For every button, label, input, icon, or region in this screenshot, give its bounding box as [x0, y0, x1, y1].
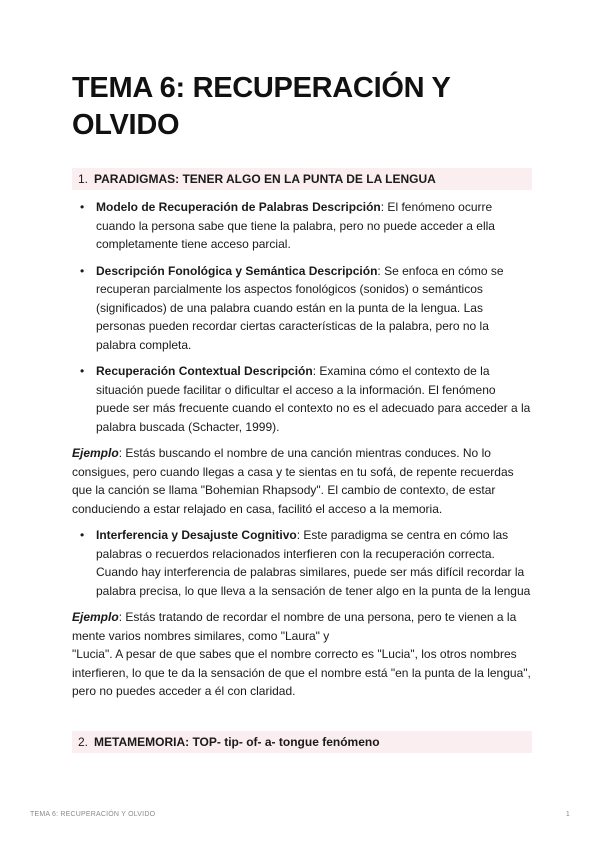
footer-title: TEMA 6: RECUPERACIÓN Y OLVIDO: [30, 811, 156, 818]
list-item-term: Modelo de Recuperación de Palabras Descripción: [96, 200, 381, 214]
document-page: [72, 70, 532, 761]
bullet-icon: •: [80, 200, 85, 214]
list-item-term: Recuperación Contextual Descripción: [96, 364, 313, 378]
example-paragraph: [72, 444, 532, 518]
list-item: [72, 198, 532, 254]
section-spacer: [72, 709, 532, 731]
bullet-list-1: [72, 198, 532, 436]
section-heading-1: [72, 168, 532, 190]
example-text: : Estás buscando el nombre de una canción mientras conduces. No lo consigues, pero cuando llegas a casa y te sientas en tu sofá, de repente recuerdas que la canción se llama "Bohemian Rhapsody". El cambio de contexto, de estar conduciendo a estar relajado en casa, facilitó el acceso a la memoria.: [72, 446, 514, 516]
bullet-list-2: [72, 526, 532, 600]
example-label: Ejemplo: [72, 610, 119, 624]
section-title: METAMEMORIA: TOP- tip- of- a- tongue fenómeno: [94, 734, 380, 749]
example-paragraph: [72, 608, 532, 701]
bullet-icon: •: [80, 364, 85, 378]
list-item: [72, 362, 532, 436]
list-item-term: Interferencia y Desajuste Cognitivo: [96, 528, 297, 542]
section-number: 1.: [78, 172, 89, 186]
bullet-icon: •: [80, 263, 85, 278]
example-label: Ejemplo: [72, 446, 119, 460]
list-item-text: : Examina cómo el contexto de la situación puede facilitar o dificultar el acceso a la información. El fenómeno puede ser más frecuente cuando el contexto no es el adecuado para acceder a la palabra buscada (Schacter, 1999).: [96, 364, 531, 434]
example-text: : Estás tratando de recordar el nombre de una persona, pero te vienen a la mente varios nombres similares, como "Laura" y: [72, 610, 517, 643]
list-item-term: Descripción Fonológica y Semántica Descripción: [96, 263, 378, 278]
list-item-text: : Se enfoca en cómo se recuperan parcialmente los aspectos fonológicos (sonidos) o semánticos (significados) de una palabra cuando están en la punta de la lengua. Las personas pueden recordar ciertas características de la palabra, pero no la palabra completa.: [96, 263, 504, 352]
section-title: PARADIGMAS: TENER ALGO EN LA PUNTA DE LA LENGUA: [94, 172, 436, 186]
example-text-continued: "Lucia". A pesar de que sabes que el nombre correcto es "Lucia", los otros nombres interfieren, lo que te da la sensación de que el nombre está "en la punta de la lengua", pero no puedes acceder a él con claridad.: [72, 647, 531, 698]
list-item-text: : Este paradigma se centra en cómo las palabras o recuerdos relacionados interfieren con la recuperación correcta. Cuando hay interferencia de palabras similares, puede ser más difícil recordar la palabra precisa, lo que lleva a la sensación de tener algo en la punta de la lengua: [96, 528, 531, 598]
page-number: 1: [565, 811, 570, 818]
section-heading-2: [72, 731, 532, 753]
page-footer: [30, 811, 570, 818]
page-title: TEMA 6: RECUPERACIÓN Y OLVIDO: [72, 72, 450, 141]
list-item: [72, 526, 532, 600]
list-item: [72, 262, 532, 355]
section-number: 2.: [78, 734, 89, 749]
bullet-icon: •: [80, 528, 85, 542]
list-item-text: : El fenómeno ocurre cuando la persona sabe que tiene la palabra, pero no puede acceder a ella completamente tiene acceso parcial.: [96, 200, 495, 251]
